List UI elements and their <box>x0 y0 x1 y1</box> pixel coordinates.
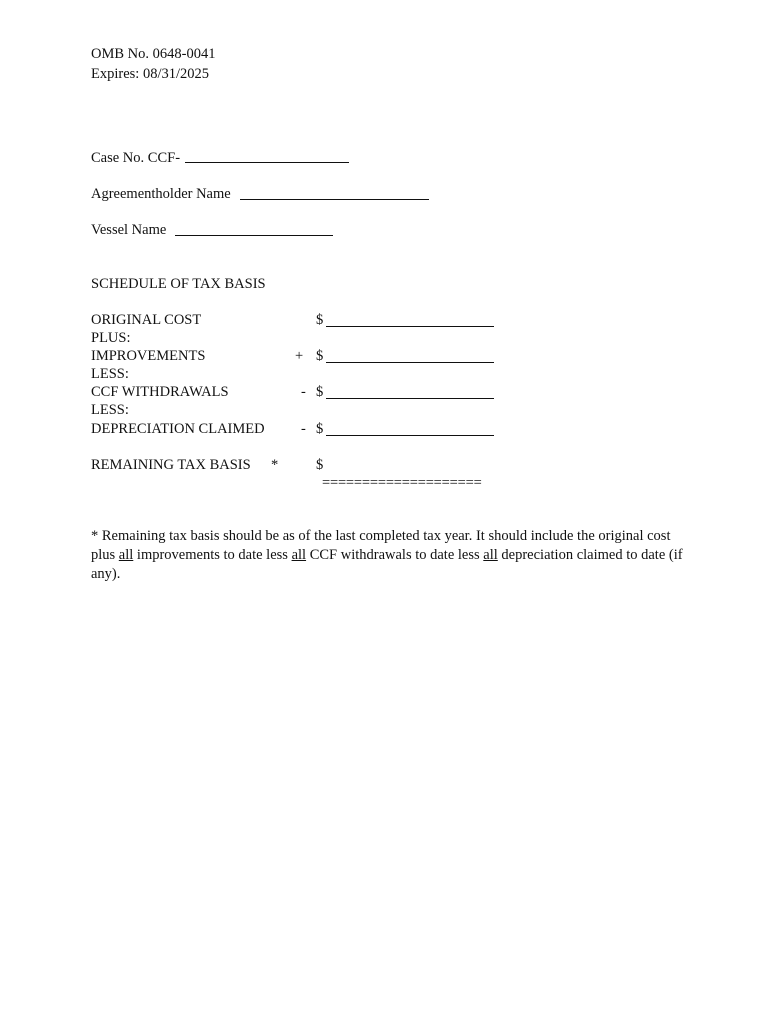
schedule-title: SCHEDULE OF TAX BASIS <box>91 276 266 292</box>
depreciation-minus-sign: - <box>301 421 306 437</box>
agreementholder-label: Agreementholder Name <box>91 186 231 202</box>
remaining-dollar: $ <box>316 457 324 473</box>
depreciation-label: DEPRECIATION CLAIMED <box>91 421 265 437</box>
footnote-text-1: * Remaining tax basis should be as of the last completed tax year. It should include the original cost plus <box>91 528 671 563</box>
less-label-2: LESS: <box>91 402 129 418</box>
plus-label: PLUS: <box>91 330 131 346</box>
ccf-withdrawals-minus-sign: - <box>301 384 306 400</box>
footnote-text-2: improvements to date less <box>133 547 292 563</box>
improvements-plus-sign: + <box>295 348 304 364</box>
footnote-all-1: all <box>118 547 134 563</box>
improvements-label: IMPROVEMENTS <box>91 348 206 364</box>
remaining-asterisk: * <box>271 457 279 473</box>
depreciation-field[interactable] <box>326 435 494 436</box>
agreementholder-field[interactable] <box>240 199 429 200</box>
footnote-text-4: depreciation claimed to date (if any). <box>91 547 683 582</box>
remaining-tax-basis-label: REMAINING TAX BASIS <box>91 457 251 473</box>
original-cost-dollar: $ <box>316 312 324 328</box>
footnote-text-3: CCF withdrawals to date less <box>306 547 484 563</box>
case-no-label: Case No. CCF- <box>91 150 181 166</box>
omb-number: OMB No. 0648-0041 <box>91 46 216 62</box>
vessel-name-field[interactable] <box>175 235 333 236</box>
ccf-withdrawals-label: CCF WITHDRAWALS <box>91 384 229 400</box>
original-cost-field[interactable] <box>326 326 494 327</box>
improvements-field[interactable] <box>326 362 494 363</box>
ccf-withdrawals-dollar: $ <box>316 384 324 400</box>
expiration-date: Expires: 08/31/2025 <box>91 66 210 82</box>
improvements-dollar: $ <box>316 348 324 364</box>
ccf-withdrawals-field[interactable] <box>326 398 494 399</box>
original-cost-label: ORIGINAL COST <box>91 312 202 328</box>
case-no-field[interactable] <box>185 162 349 163</box>
footnote <box>91 527 691 584</box>
double-rule: ==================== <box>322 475 482 491</box>
less-label-1: LESS: <box>91 366 129 382</box>
depreciation-dollar: $ <box>316 421 324 437</box>
vessel-name-label: Vessel Name <box>91 222 167 238</box>
footnote-all-3: all <box>483 547 498 563</box>
footnote-all-2: all <box>291 547 307 563</box>
